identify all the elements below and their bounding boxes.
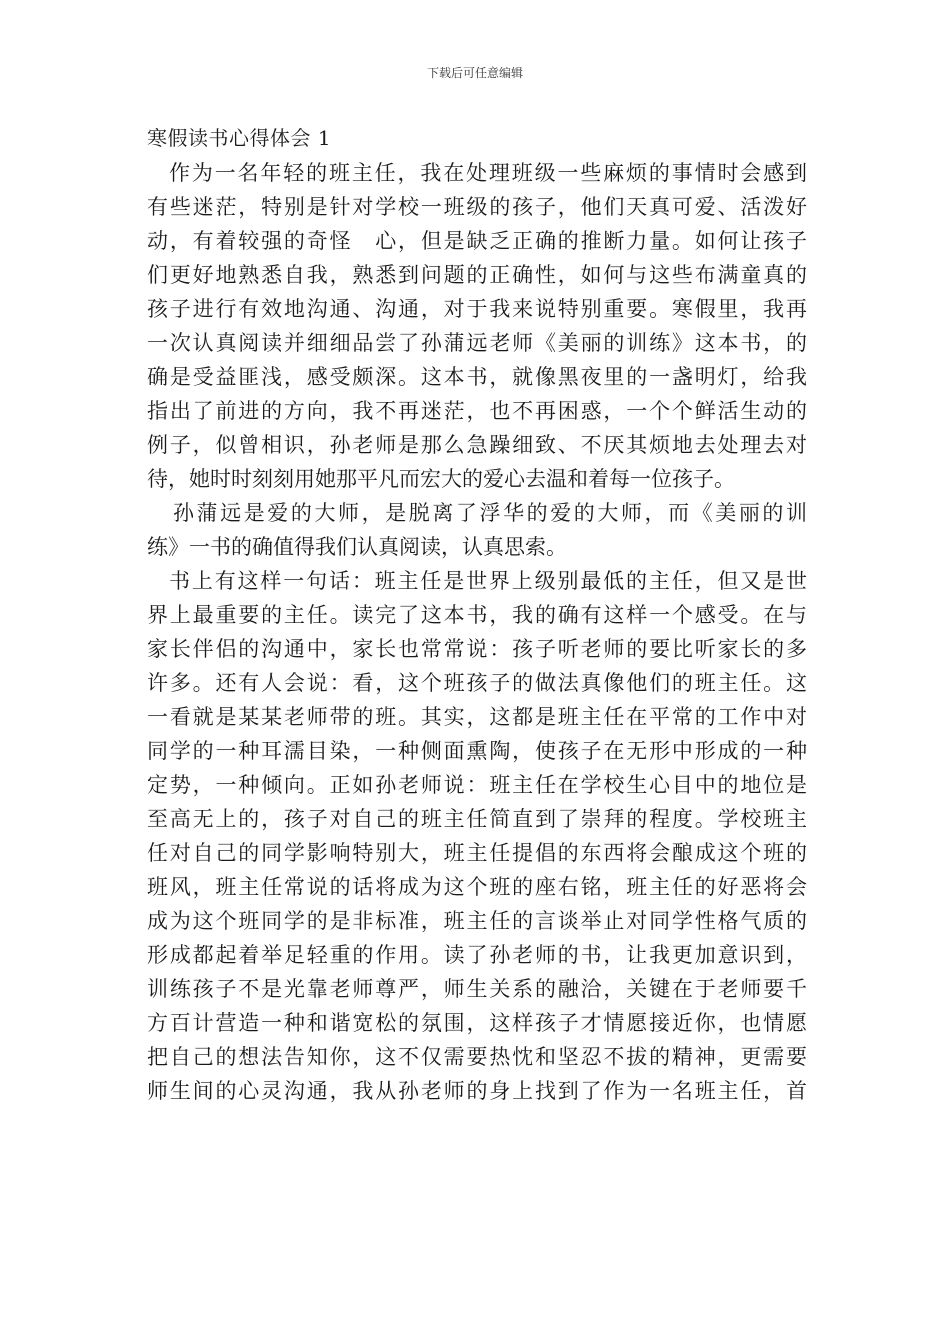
body-line: 许多。还有人会说：看，这个班孩子的做法真像他们的班主任。这 — [147, 671, 807, 695]
body-line: 形成都起着举足轻重的作用。读了孙老师的书，让我更加意识到， — [147, 943, 807, 967]
body-line: 界上最重要的主任。读完了这本书，我的确有这样一个感受。在与 — [147, 603, 807, 627]
body-line: 成为这个班同学的是非标准，班主任的言谈举止对同学性格气质的 — [147, 909, 807, 933]
body-line: 一看就是某某老师带的班。其实，这都是班主任在平常的工作中对 — [147, 705, 807, 729]
body-line: 方百计营造一种和谐宽松的氛围，这样孩子才情愿接近你，也情愿 — [147, 1011, 807, 1035]
body-line: 确是受益匪浅，感受颇深。这本书，就像黑夜里的一盏明灯，给我 — [147, 365, 807, 389]
body-line: 们更好地熟悉自我，熟悉到问题的正确性，如何与这些布满童真的 — [147, 263, 807, 287]
document-title: 寒假读书心得体会 1 — [147, 126, 332, 150]
body-line: 有些迷茫，特别是针对学校一班级的孩子，他们天真可爱、活泼好 — [147, 195, 807, 219]
body-line: 家长伴侣的沟通中，家长也常常说：孩子听老师的要比听家长的多 — [147, 637, 807, 661]
page-header: 下载后可任意编辑 — [426, 66, 523, 80]
body-line: 指出了前进的方向，我不再迷茫，也不再困惑，一个个鲜活生动的 — [147, 399, 807, 423]
body-line: 练》一书的确值得我们认真阅读，认真思索。 — [147, 535, 567, 559]
body-line: 至高无上的，孩子对自己的班主任简直到了崇拜的程度。学校班主 — [147, 807, 807, 831]
body-line: 一次认真阅读并细细品尝了孙蒲远老师《美丽的训练》这本书，的 — [147, 331, 807, 355]
body-line: 师生间的心灵沟通，我从孙老师的身上找到了作为一名班主任，首 — [147, 1079, 807, 1103]
body-line: 动，有着较强的奇怪 心，但是缺乏正确的推断力量。如何让孩子 — [147, 229, 807, 253]
body-line: 书上有这样一句话：班主任是世界上级别最低的主任，但又是世 — [169, 569, 807, 593]
body-line: 训练孩子不是光靠老师尊严，师生关系的融洽，关键在于老师要千 — [147, 977, 807, 1001]
body-line: 定势，一种倾向。正如孙老师说：班主任在学校生心目中的地位是 — [147, 773, 807, 797]
body-line: 同学的一种耳濡目染，一种侧面熏陶，使孩子在无形中形成的一种 — [147, 739, 807, 763]
body-line: 把自己的想法告知你，这不仅需要热忱和坚忍不拔的精神，更需要 — [147, 1045, 807, 1069]
body-line: 任对自己的同学影响特别大，班主任提倡的东西将会酿成这个班的 — [147, 841, 807, 865]
body-line: 例子，似曾相识，孙老师是那么急躁细致、不厌其烦地去处理去对 — [147, 433, 807, 457]
body-line: 孩子进行有效地沟通、沟通，对于我来说特别重要。寒假里，我再 — [147, 297, 807, 321]
body-line: 作为一名年轻的班主任，我在处理班级一些麻烦的事情时会感到 — [169, 161, 807, 185]
body-line: 班风，班主任常说的话将成为这个班的座右铭，班主任的好恶将会 — [147, 875, 807, 899]
document-body — [147, 156, 807, 1108]
body-line: 待，她时时刻刻用她那平凡而宏大的爱心去温和着每一位孩子。 — [147, 467, 735, 491]
body-line: 孙蒲远是爱的大师，是脱离了浮华的爱的大师，而《美丽的训 — [173, 501, 807, 525]
